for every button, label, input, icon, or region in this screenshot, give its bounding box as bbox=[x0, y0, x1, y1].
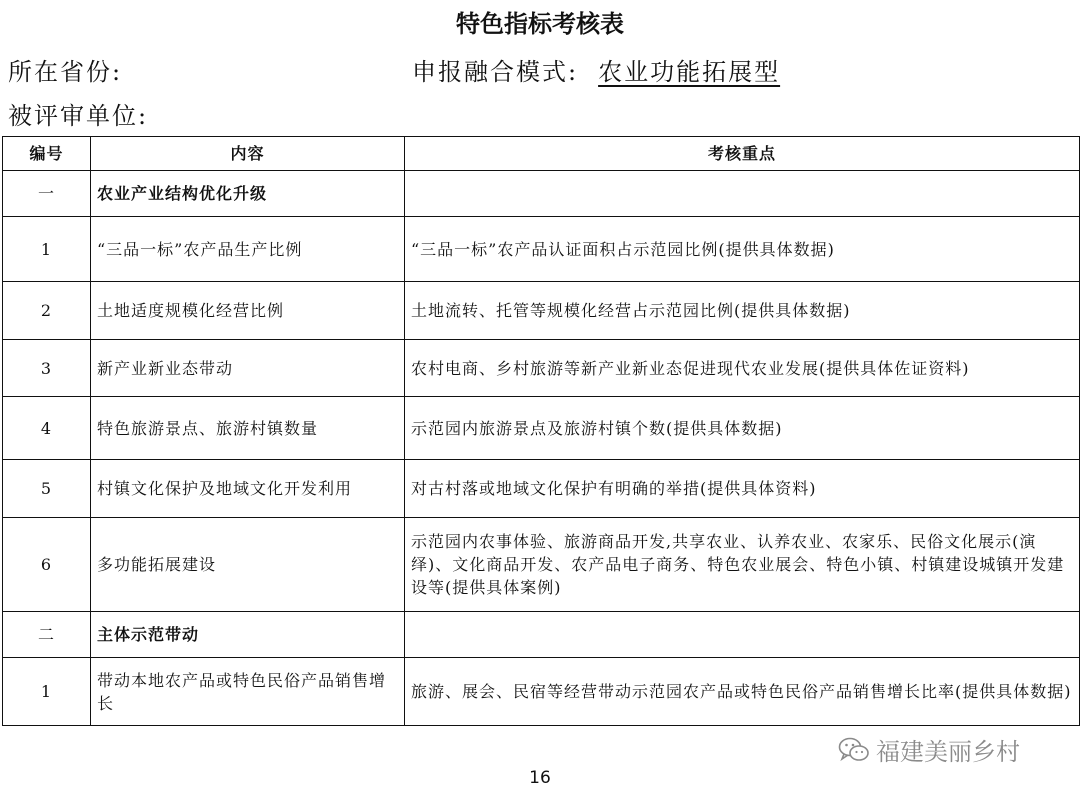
row-number: 6 bbox=[3, 518, 91, 612]
row-focus: 旅游、展会、民宿等经营带动示范园农产品或特色民俗产品销售增长比率(提供具体数据) bbox=[405, 658, 1080, 726]
header-content: 内容 bbox=[91, 137, 405, 171]
watermark bbox=[838, 732, 1020, 767]
row-content: 农业产业结构优化升级 bbox=[91, 171, 405, 217]
row-content: 特色旅游景点、旅游村镇数量 bbox=[91, 397, 405, 460]
unit-field bbox=[8, 96, 148, 131]
document-title: 特色指标考核表 bbox=[456, 10, 624, 38]
row-number: 5 bbox=[3, 460, 91, 518]
row-focus bbox=[405, 612, 1080, 658]
assessment-table bbox=[2, 136, 1080, 726]
table-row bbox=[3, 397, 1080, 460]
row-focus: “三品一标”农产品认证面积占示范园比例(提供具体数据) bbox=[405, 217, 1080, 282]
province-field bbox=[8, 52, 122, 87]
row-content: 带动本地农产品或特色民俗产品销售增长 bbox=[91, 658, 405, 726]
mode-label: 申报融合模式: bbox=[412, 58, 579, 86]
row-content: 村镇文化保护及地域文化开发利用 bbox=[91, 460, 405, 518]
row-content: “三品一标”农产品生产比例 bbox=[91, 217, 405, 282]
row-number: 4 bbox=[3, 397, 91, 460]
table-row bbox=[3, 340, 1080, 397]
row-number: 1 bbox=[3, 217, 91, 282]
unit-label: 被评审单位: bbox=[8, 102, 149, 130]
row-focus: 示范园内农事体验、旅游商品开发,共享农业、认养农业、农家乐、民俗文化展示(演绎)、文化商品开发、农产品电子商务、特色农业展会、特色小镇、村镇建设城镇开发建设等(提供具体案例) bbox=[405, 518, 1080, 612]
row-number: 2 bbox=[3, 282, 91, 340]
header-number: 编号 bbox=[3, 137, 91, 171]
table-row bbox=[3, 282, 1080, 340]
wechat-icon bbox=[838, 736, 870, 764]
table-section-row bbox=[3, 171, 1080, 217]
table-row bbox=[3, 460, 1080, 518]
row-focus bbox=[405, 171, 1080, 217]
row-number: 3 bbox=[3, 340, 91, 397]
province-label: 所在省份: bbox=[8, 58, 123, 86]
table-header-row bbox=[3, 137, 1080, 171]
row-number: 一 bbox=[3, 171, 91, 217]
row-content: 主体示范带动 bbox=[91, 612, 405, 658]
page-number: 16 bbox=[529, 768, 551, 788]
row-focus: 对古村落或地域文化保护有明确的举措(提供具体资料) bbox=[405, 460, 1080, 518]
header-focus: 考核重点 bbox=[405, 137, 1080, 171]
table-row bbox=[3, 658, 1080, 726]
row-content: 土地适度规模化经营比例 bbox=[91, 282, 405, 340]
row-number: 二 bbox=[3, 612, 91, 658]
row-content: 新产业新业态带动 bbox=[91, 340, 405, 397]
watermark-text: 福建美丽乡村 bbox=[876, 738, 1020, 766]
table-row bbox=[3, 518, 1080, 612]
table-row bbox=[3, 217, 1080, 282]
table-section-row bbox=[3, 612, 1080, 658]
row-focus: 示范园内旅游景点及旅游村镇个数(提供具体数据) bbox=[405, 397, 1080, 460]
row-content: 多功能拓展建设 bbox=[91, 518, 405, 612]
row-number: 1 bbox=[3, 658, 91, 726]
row-focus: 农村电商、乡村旅游等新产业新业态促进现代农业发展(提供具体佐证资料) bbox=[405, 340, 1080, 397]
row-focus: 土地流转、托管等规模化经营占示范园比例(提供具体数据) bbox=[405, 282, 1080, 340]
mode-field bbox=[412, 52, 784, 87]
mode-value: 农业功能拓展型 bbox=[598, 58, 781, 86]
